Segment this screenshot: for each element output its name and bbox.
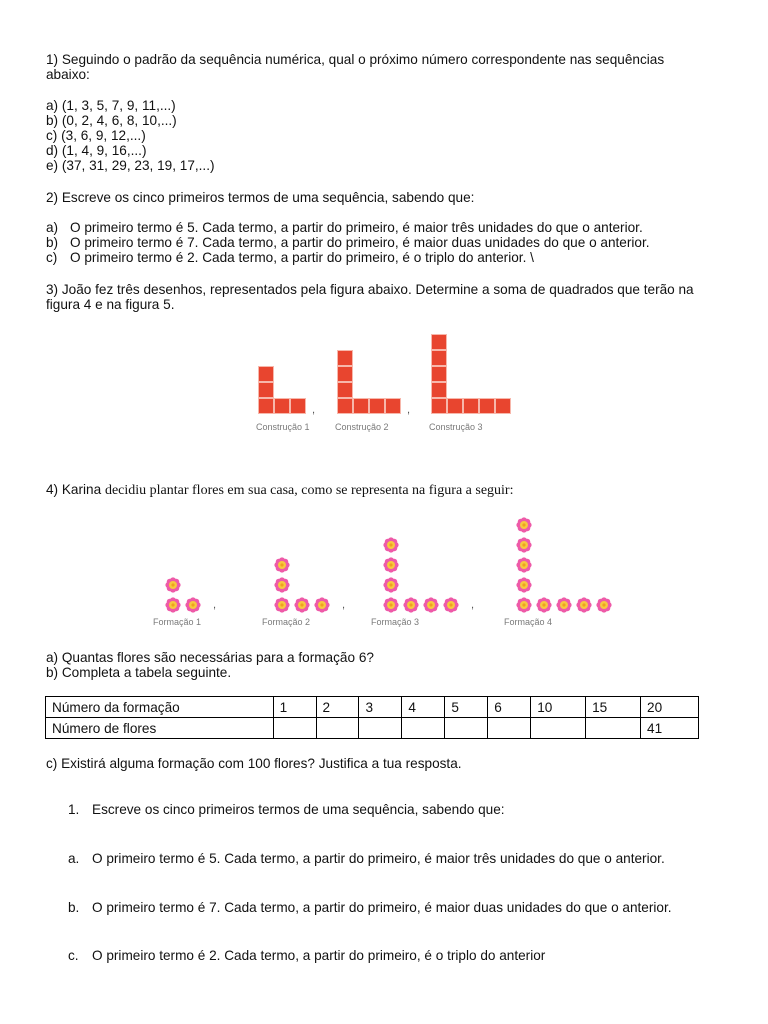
q1-item-e: e) (37, 31, 29, 23, 19, 17,...) (46, 158, 215, 173)
square-block (385, 398, 401, 414)
q2-item-a (0, 220, 768, 235)
q4-title (46, 482, 514, 498)
table-input-cell[interactable] (273, 718, 316, 739)
construction-caption: Construção 1 (256, 422, 310, 432)
flower-icon (536, 597, 552, 613)
list-subitem-c-label: c. (68, 948, 79, 963)
square-block (258, 382, 274, 398)
flower-icon (516, 537, 532, 553)
square-block (463, 398, 479, 414)
square-block (258, 398, 274, 414)
square-block (290, 398, 306, 414)
figure-separator: , (342, 599, 346, 611)
list-subitem-a-text: O primeiro termo é 5. Cada termo, a partir do primeiro, é maior três unidades do que o anterior. (92, 851, 665, 866)
q4-question-a: a) Quantas flores são necessárias para a formação 6? (46, 650, 374, 665)
table-cell: 41 (641, 718, 699, 739)
table-row-formation (46, 697, 699, 718)
flowers-figure (0, 515, 768, 635)
flower-icon (185, 597, 201, 613)
square-block (258, 366, 274, 382)
square-block (337, 366, 353, 382)
q4-question-b: b) Completa a tabela seguinte. (46, 665, 232, 680)
q4-title-prefix: 4) Karina (46, 482, 105, 497)
list-subitem-a (0, 851, 768, 866)
table-cell: 6 (488, 697, 531, 718)
table-cell: 20 (641, 697, 699, 718)
q4-question-c: c) Existirá alguma formação com 100 flores? Justifica a tua resposta. (46, 756, 462, 771)
q2-title: 2) Escreve os cinco primeiros termos de uma sequência, sabendo que: (46, 190, 475, 205)
flower-icon (423, 597, 439, 613)
square-block (479, 398, 495, 414)
q2-item-c (0, 250, 768, 265)
list-subitem-b (0, 900, 768, 915)
square-block (431, 334, 447, 350)
square-block (369, 398, 385, 414)
square-block (337, 398, 353, 414)
table-input-cell[interactable] (531, 718, 586, 739)
square-block (353, 398, 369, 414)
q1-title-line2: abaixo: (46, 67, 90, 82)
q2-item-b (0, 235, 768, 250)
formation-caption: Formação 4 (504, 617, 553, 627)
table-cell: 3 (359, 697, 402, 718)
list-subitem-c-text: O primeiro termo é 2. Cada termo, a partir do primeiro, é o triplo do anterior (92, 948, 546, 963)
table-input-cell[interactable] (316, 718, 359, 739)
table-cell: 1 (273, 697, 316, 718)
figure-separator: , (213, 599, 217, 611)
figure-separator: , (471, 599, 475, 611)
squares-figure (0, 330, 768, 440)
flower-icon (576, 597, 592, 613)
q4-title-rest: decidiu plantar flores em sua casa, como se representa na figura a seguir: (104, 483, 514, 498)
square-block (337, 350, 353, 366)
list-subitem-a-label: a. (68, 851, 80, 866)
flower-icon (596, 597, 612, 613)
square-block (274, 398, 290, 414)
q1-title-line1: 1) Seguindo o padrão da sequência numérica, qual o próximo número correspondente nas sequências (46, 52, 665, 67)
q1-item-b: b) (0, 2, 4, 6, 8, 10,...) (46, 113, 177, 128)
formation-table (45, 696, 699, 739)
q1-item-d: d) (1, 4, 9, 16,...) (46, 143, 147, 158)
table-header-formation: Número da formação (46, 697, 274, 718)
figure-separator: , (407, 404, 411, 416)
table-input-cell[interactable] (402, 718, 445, 739)
flower-icon (314, 597, 330, 613)
table-input-cell[interactable] (488, 718, 531, 739)
flower-icon (516, 577, 532, 593)
flower-icon (516, 517, 532, 533)
flower-icon (383, 577, 399, 593)
flower-icon (294, 597, 310, 613)
q2-item-b-text: O primeiro termo é 7. Cada termo, a partir do primeiro, é maior duas unidades do que o anterior. (70, 235, 650, 250)
construction-caption: Construção 3 (429, 422, 483, 432)
flower-icon (274, 597, 290, 613)
square-block (431, 382, 447, 398)
list-item-1-number: 1. (68, 802, 80, 817)
q3-title-line2: figura 4 e na figura 5. (46, 297, 175, 312)
list-item-1-text: Escreve os cinco primeiros termos de uma sequência, sabendo que: (92, 802, 505, 817)
flower-icon (443, 597, 459, 613)
table-row-flowers (46, 718, 699, 739)
square-block (431, 350, 447, 366)
formation-caption: Formação 3 (371, 617, 420, 627)
table-cell: 5 (445, 697, 488, 718)
table-input-cell[interactable] (445, 718, 488, 739)
table-input-cell[interactable] (359, 718, 402, 739)
list-subitem-c (0, 948, 768, 963)
q3-title-line1: 3) João fez três desenhos, representados pela figura abaixo. Determine a soma de quadrados que terão na (46, 282, 694, 297)
flower-icon (274, 557, 290, 573)
flower-icon (383, 557, 399, 573)
flower-icon (403, 597, 419, 613)
q2-item-b-label: b) (46, 235, 59, 250)
q2-item-a-text: O primeiro termo é 5. Cada termo, a partir do primeiro, é maior três unidades do que o anterior. (70, 220, 643, 235)
square-block (495, 398, 511, 414)
flower-icon (383, 537, 399, 553)
flower-icon (516, 557, 532, 573)
table-cell: 15 (586, 697, 641, 718)
flower-icon (165, 577, 181, 593)
square-block (447, 398, 463, 414)
construction-caption: Construção 2 (335, 422, 389, 432)
table-input-cell[interactable] (586, 718, 641, 739)
formation-caption: Formação 2 (262, 617, 311, 627)
table-cell: 2 (316, 697, 359, 718)
q1-item-a: a) (1, 3, 5, 7, 9, 11,...) (46, 98, 176, 113)
list-item-1 (0, 802, 768, 817)
list-subitem-b-label: b. (68, 900, 80, 915)
q2-item-c-text: O primeiro termo é 2. Cada termo, a partir do primeiro, é o triplo do anterior. \ (70, 250, 534, 265)
list-subitem-b-text: O primeiro termo é 7. Cada termo, a partir do primeiro, é maior duas unidades do que o anterior. (92, 900, 672, 915)
figure-separator: , (312, 404, 316, 416)
flower-icon (516, 597, 532, 613)
flower-icon (556, 597, 572, 613)
square-block (431, 398, 447, 414)
formation-caption: Formação 1 (153, 617, 202, 627)
flower-icon (165, 597, 181, 613)
table-header-flowers: Número de flores (46, 718, 274, 739)
flower-icon (383, 597, 399, 613)
q2-item-a-label: a) (46, 220, 59, 235)
q2-item-c-label: c) (46, 250, 58, 265)
table-cell: 4 (402, 697, 445, 718)
square-block (431, 366, 447, 382)
flower-icon (274, 577, 290, 593)
q1-item-c: c) (3, 6, 9, 12,...) (46, 128, 146, 143)
table-cell: 10 (531, 697, 586, 718)
square-block (337, 382, 353, 398)
